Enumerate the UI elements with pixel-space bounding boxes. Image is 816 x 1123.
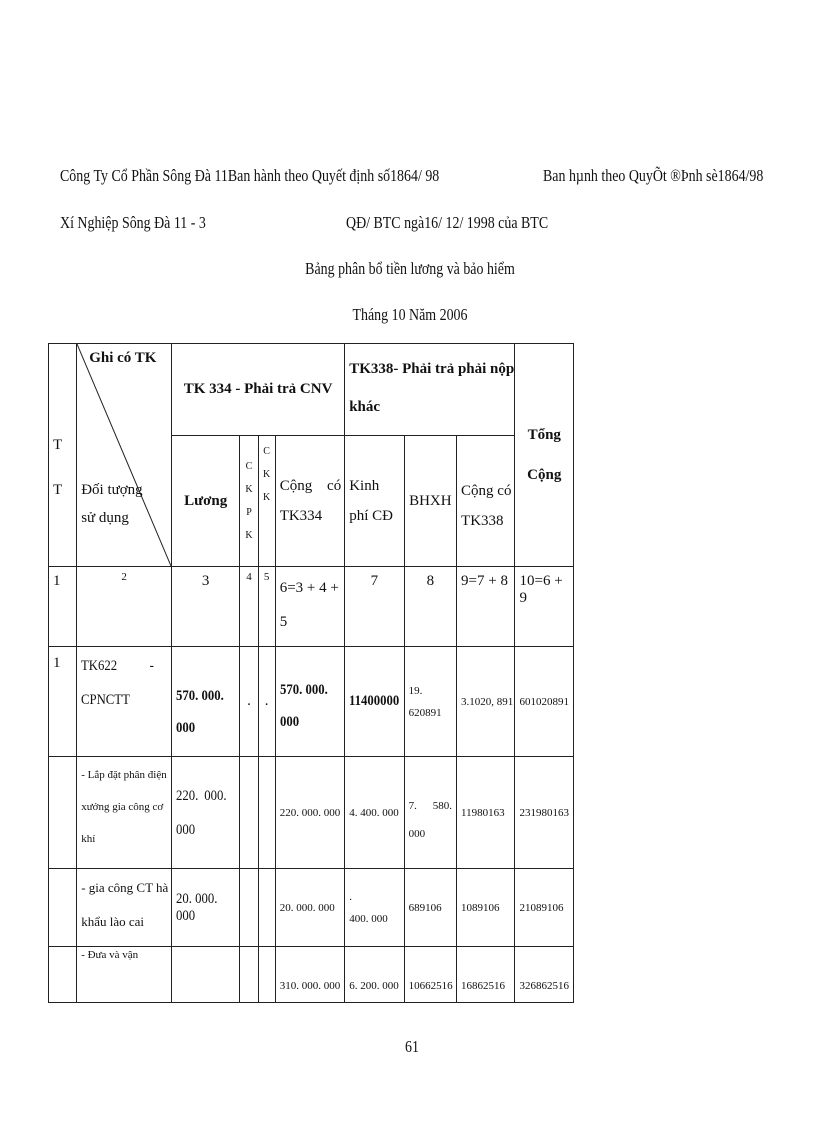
enterprise-name: Xí Nghiệp Sông Đà 11 - 3 — [60, 213, 206, 232]
diag-bottom-label-1: Đối tượng — [81, 482, 143, 498]
decision-reference: QĐ/ BTC ngà16/ 12/ 1998 của BTC — [346, 213, 549, 232]
diag-top-label: Ghi có TK — [89, 350, 157, 366]
decision-header-right: Ban hµnh theo QuyÕt ®Þnh sè1864/98 — [543, 166, 764, 185]
col-bhxh: BHXH — [404, 436, 456, 567]
table-row: - Đưa và vận 310. 000. 000 6. 200. 000 10662516 16862516 326862516 — [49, 947, 574, 1003]
diagonal-line — [77, 344, 171, 566]
index-row: 1 2 3 4 5 6=3 + 4 + 5 7 8 9=7 + 8 10=6 + 9 — [49, 567, 574, 647]
page-number: 61 — [405, 1037, 419, 1056]
col-kinh-phi: Kinh phí CĐ — [345, 436, 404, 567]
header-row-groups — [49, 344, 574, 436]
col-cong-338: Cộng có TK338 — [457, 436, 515, 567]
col-ckk: C K K — [258, 436, 275, 567]
total-header: Tổng Cộng — [515, 344, 574, 567]
document-title: Bảng phân bổ tiền lương và bảo hiểm — [305, 259, 515, 278]
col-luong: Lương — [171, 436, 240, 567]
allocation-table — [48, 343, 574, 1003]
tt-header: T T — [49, 344, 77, 567]
diag-bottom-label-2: sử dụng — [81, 510, 129, 526]
col-cong-334: Cộng có TK334 — [275, 436, 345, 567]
table-row: - Lắp đặt phân điện xưởng gia công cơ khí 220. 000. 000 220. 000. 000 4. 400. 000 7. 580. 000 11980163 231980163 — [49, 757, 574, 869]
table-row: - gia công CT hà khẩu lào cai 20. 000. 000 20. 000. 000 . 400. 000 689106 1089106 21089106 — [49, 869, 574, 947]
group-tk338: TK338- Phải trả phải nộp khác — [345, 344, 515, 436]
col-ckpk: C K P K — [240, 436, 258, 567]
company-header: Công Ty Cổ Phần Sông Đà 11Ban hành theo Quyết định số1864/ 98 — [60, 166, 440, 185]
group-tk334: TK 334 - Phải trả CNV — [171, 344, 344, 436]
table-row: 1 TK622 - CPNCTT 570. 000. 000 . . 570. 000. 000 11400000 19. 620891 3.1020, 891 601020891 — [49, 647, 574, 757]
diagonal-header-cell — [77, 344, 172, 567]
document-period: Tháng 10 Năm 2006 — [352, 305, 468, 324]
